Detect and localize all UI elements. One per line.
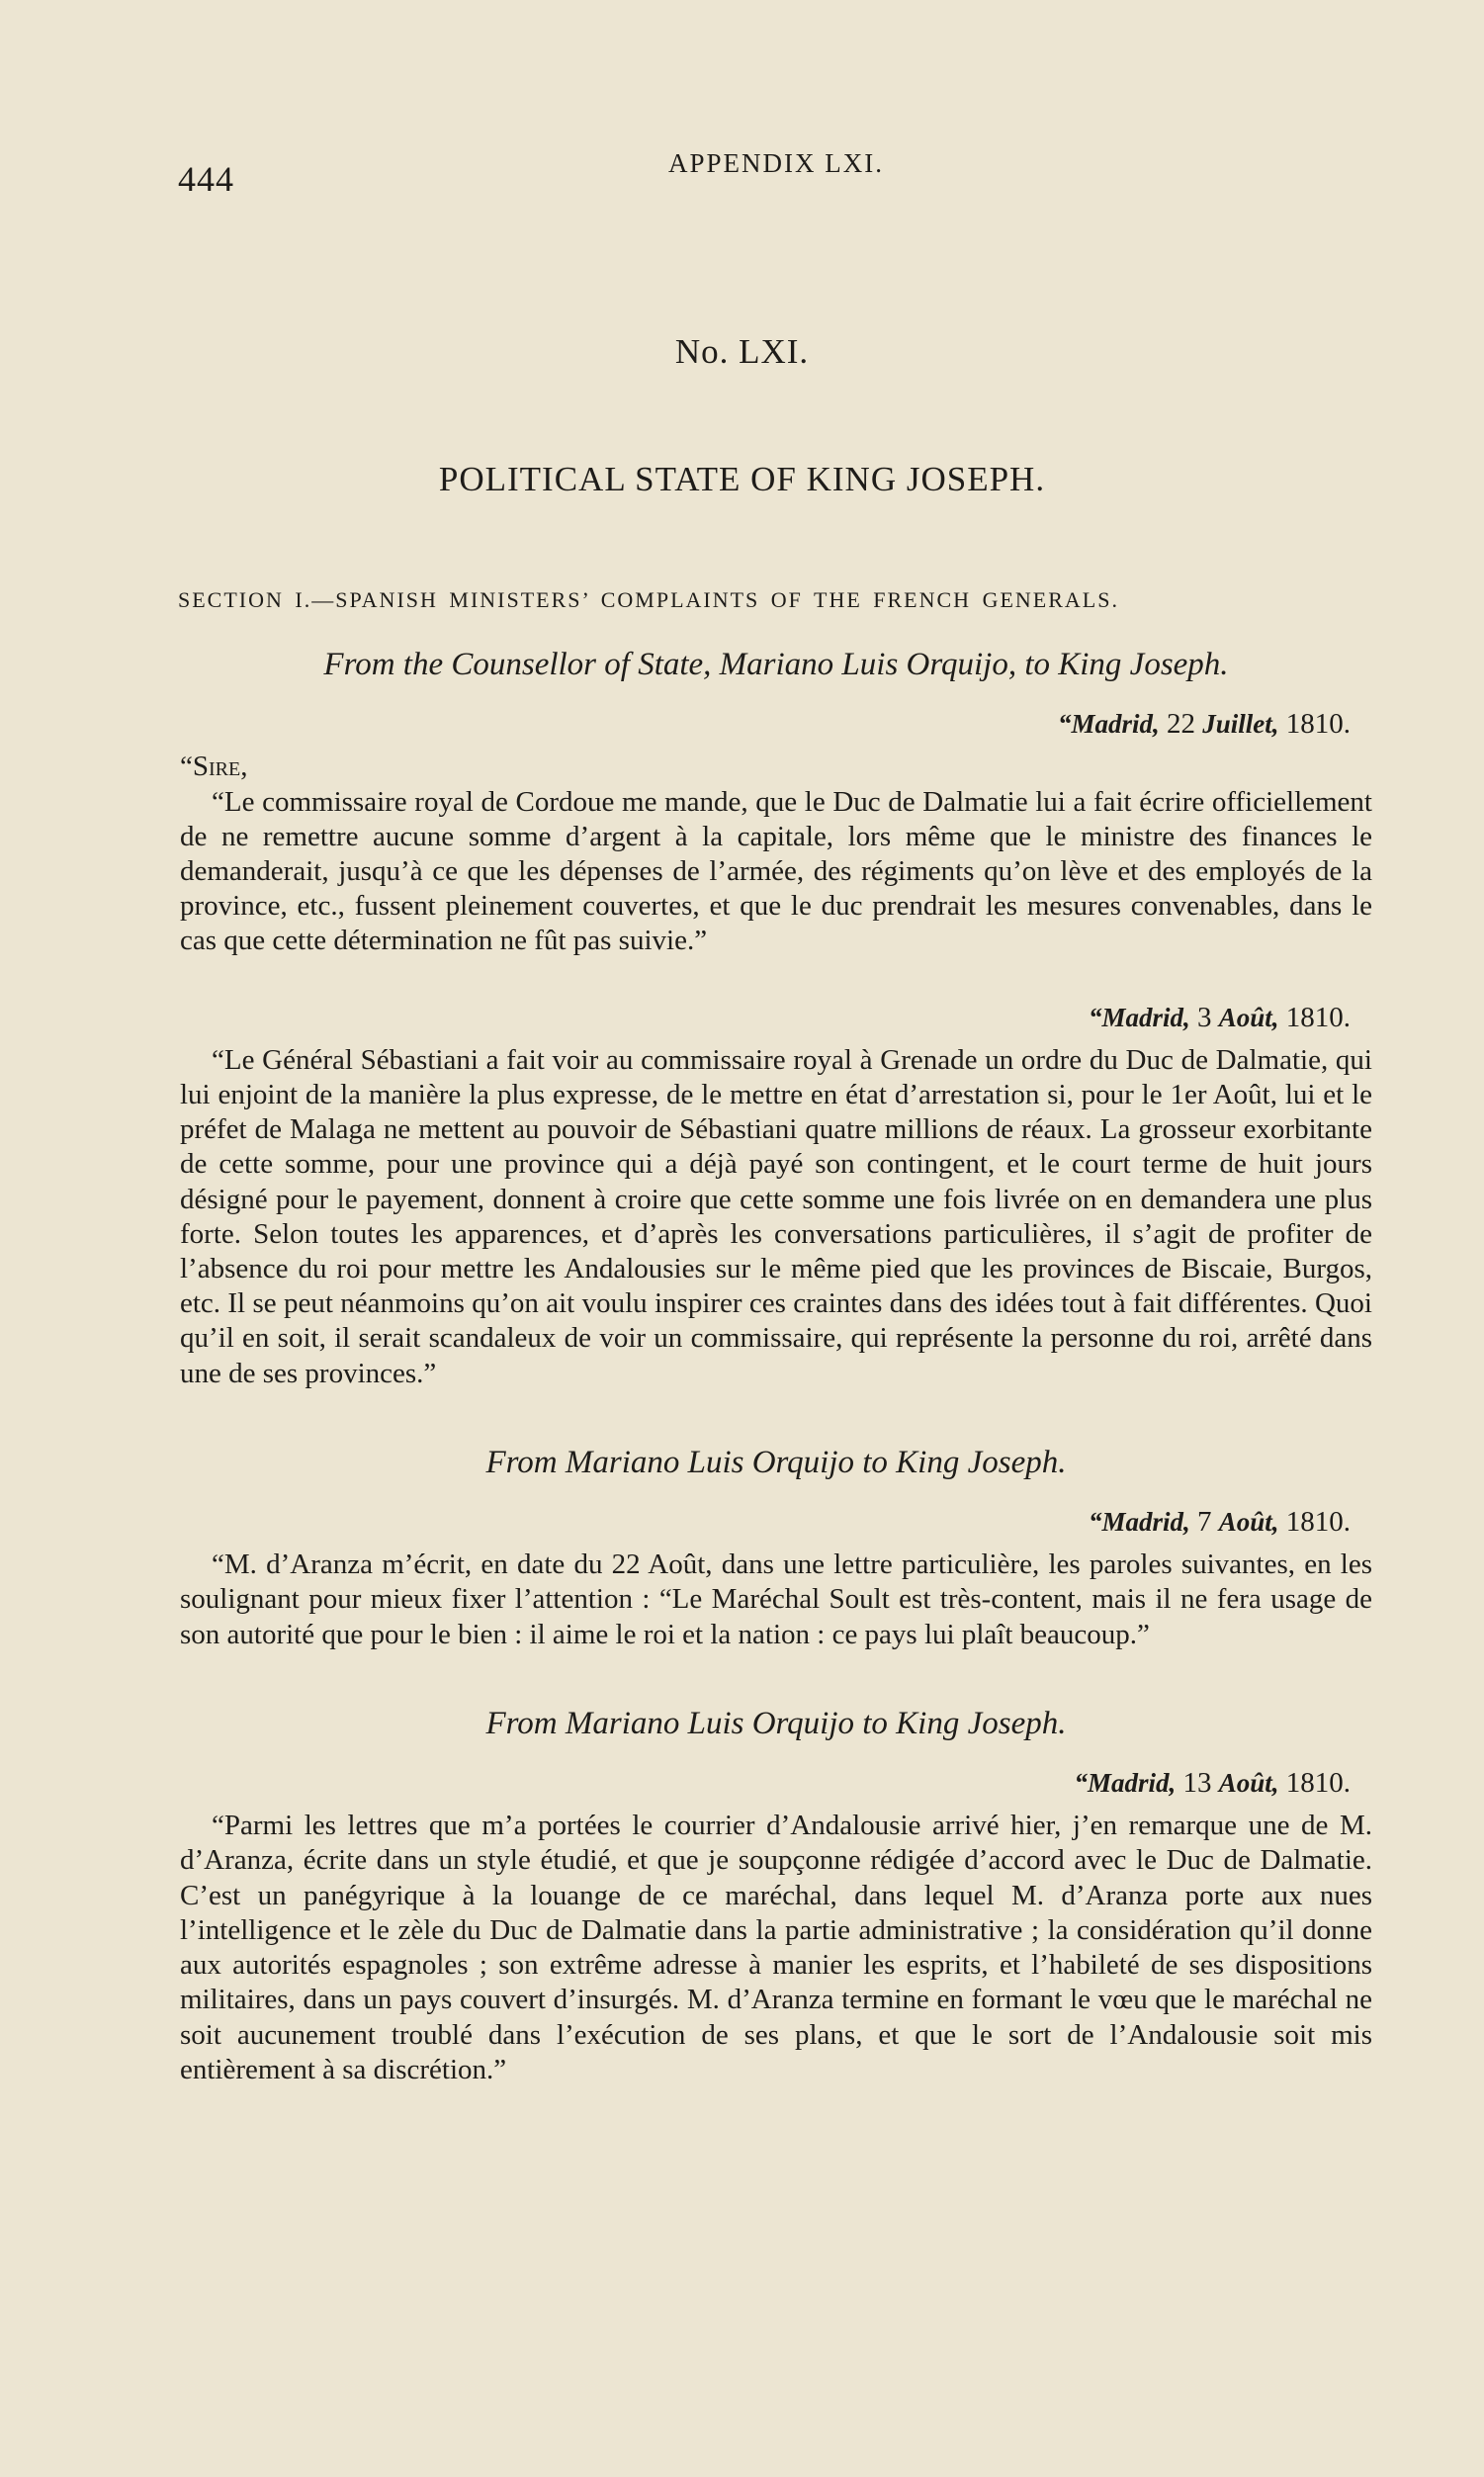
letter-paragraph: “Le Général Sébastiani a fait voir au commissaire royal à Grenade un ordre du Duc de Dalmatie, qui lui enjoint de la manière la plus expresse, de le mettre en état d’arrestation si, pour le 1er Août, lui et le préfet de Malaga ne mettent au pouvoir de Sébastiani quatre millions de réaux. La grosseur exorbitante de cette somme, pour une province qui a déjà payé son contingent, et le court terme de huit jours désigné pour le payement, donnent à croire que cette somme une fois livrée on en demandera une plus forte. Selon toutes les apparences, et d’après les conversations particulières, il s’agit de profiter de l’absence du roi pour mettre les Andalousies sur le même pied que les provinces de Biscaie, Burgos, etc. Il se peut néanmoins qu’on ait voulu inspirer ces craintes dans des idées tout à fait différentes. Quoi qu’il en soit, il serait scandaleux de voir un commissaire, qui représente la personne du roi, arrêté dans une de ses provinces.”	[180, 1043, 1372, 1389]
page-number: 444	[178, 159, 234, 199]
page-title: POLITICAL STATE OF KING JOSEPH.	[438, 460, 1046, 498]
letter-heading: From Mariano Luis Orquijo to King Joseph.	[485, 1444, 1067, 1480]
date-month: Août,	[1218, 1002, 1279, 1032]
date-year: 1810.	[1285, 708, 1351, 741]
date-place: “Madrid,	[1088, 1507, 1190, 1538]
section-title: SECTION I.—SPANISH MINISTERS’ COMPLAINTS OF THE FRENCH GENERALS.	[178, 587, 1119, 612]
date-month: Août,	[1218, 1768, 1279, 1799]
date-place: “Madrid,	[1088, 1002, 1190, 1032]
date-place: “Madrid,	[1074, 1768, 1177, 1799]
dateline	[180, 707, 1372, 742]
appendix-title: APPENDIX LXI.	[668, 148, 884, 178]
date-day: 13	[1182, 1767, 1212, 1800]
date-month: Août,	[1218, 1507, 1279, 1538]
dateline	[180, 1505, 1372, 1540]
date-year: 1810.	[1285, 1001, 1351, 1033]
letter-paragraph: “Le commissaire royal de Cordoue me mande, que le Duc de Dalmatie lui a fait écrire officiellement de ne remettre aucune somme d’argent à la capitale, lors même que le ministre des finances le demanderait, jusqu’à ce que les dépenses de l’armée, des régiments qu’on lève et des employés de la province, etc., fussent pleinement couvertes, et que le duc prendrait les mesures convenables, dans le cas que cette détermination ne fût pas suivie.”	[180, 785, 1372, 957]
date-year: 1810.	[1285, 1506, 1351, 1539]
dateline	[180, 1766, 1372, 1801]
dateline	[180, 1001, 1372, 1035]
date-place: “Madrid,	[1057, 709, 1160, 740]
salutation: “Sire,	[180, 751, 248, 783]
document-number: No. LXI.	[674, 332, 810, 371]
date-day: 22	[1166, 708, 1195, 741]
letter-heading: From the Counsellor of State, Mariano Luis Orquijo, to King Joseph.	[323, 647, 1229, 682]
date-month: Juillet,	[1202, 709, 1279, 740]
letter-heading: From Mariano Luis Orquijo to King Joseph.	[485, 1705, 1067, 1741]
date-year: 1810.	[1285, 1767, 1351, 1800]
running-head	[178, 148, 1374, 208]
letter-paragraph: “M. d’Aranza m’écrit, en date du 22 Août, dans une lettre particulière, les paroles suivantes, en les soulignant pour mieux fixer l’attention : “Le Maréchal Soult est très-content, mais il ne fera usage de son autorité que pour le bien : il aime le roi et la nation : ce pays lui plaît beaucoup.”	[180, 1548, 1372, 1650]
date-day: 3	[1196, 1001, 1212, 1033]
date-day: 7	[1196, 1506, 1212, 1539]
letters-container	[180, 648, 1372, 2087]
letter-paragraph: “Parmi les lettres que m’a portées le courrier d’Andalousie arrivé hier, j’en remarque une de M. d’Aranza, écrite dans un style étudié, et que je soupçonne rédigée d’accord avec le Duc de Dalmatie. C’est un panégyrique à la louange de ce maréchal, dans lequel M. d’Aranza porte aux nues l’intelligence et le zèle du Duc de Dalmatie dans la partie administrative ; la considération qu’il donne aux autorités espagnoles ; son extrême adresse à manier les esprits, et l’habileté de ses dispositions militaires, dans un pays couvert d’insurgés. M. d’Aranza termine en formant le vœu que le maréchal ne soit aucunement troublé dans l’exécution de ses plans, et que le sort de l’Andalousie soit mis entièrement à sa discrétion.”	[180, 1810, 1372, 2085]
